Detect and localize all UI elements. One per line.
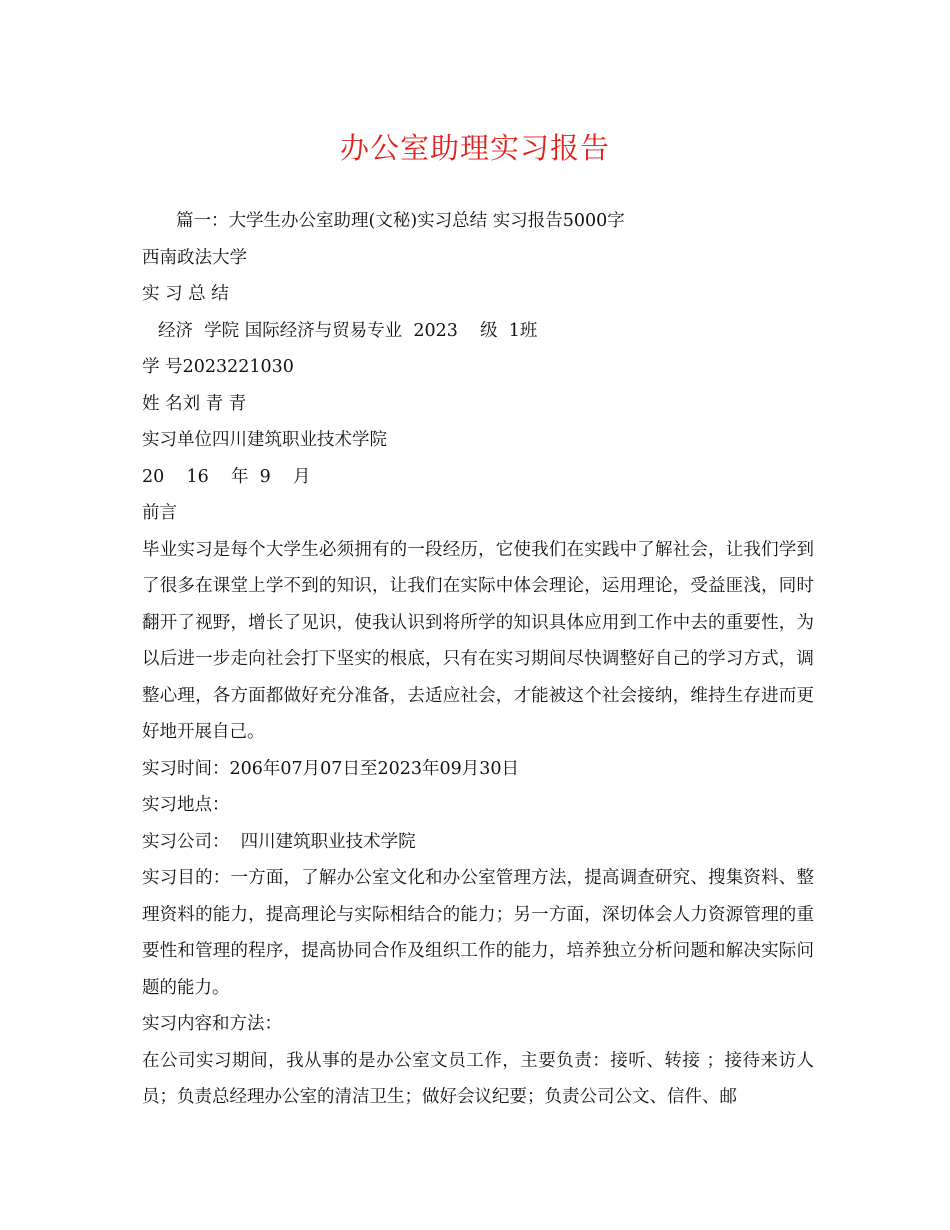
preface-paragraph: 毕业实习是每个大学生必须拥有的一段经历，它使我们在实践中了解社会，让我们学到了很多在课堂上学不到的知识，让我们在实际中体会理论，运用理论，受益匪浅，同时翻开了视野，增长了见识，使我认识到将所学的知识具体应用到工作中去的重要性，为以后进一步走向社会打下坚实的根底，只有在实习期间尽快调整好自己的学习方式，调整心理，各方面都做好充分准备，去适应社会，才能被这个社会接纳，维持生存进而更好地开展自己。 <box>142 539 814 742</box>
internship-location: 实习地点： <box>142 795 230 815</box>
college-major-class: 经济 学院 国际经济与贸易专业 2023 级 1班 <box>158 320 538 341</box>
preface-heading: 前言 <box>142 503 177 523</box>
document-title: 办公室助理实习报告 <box>339 131 610 165</box>
internship-purpose: 实习目的：一方面，了解办公室文化和办公室管理方法，提高调查研究、搜集资料、整理资料的能力，提高理论与实际相结合的能力；另一方面，深切体会人力资源管理的重要性和管理的程序，提高协同合作及组织工作的能力，培养独立分析问题和解决实际问题的能力。 <box>142 868 814 998</box>
internship-company: 实习公司： 四川建筑职业技术学院 <box>142 831 416 852</box>
document-body <box>142 203 814 1116</box>
content-method-heading: 实习内容和方法： <box>142 1014 282 1034</box>
internship-unit: 实习单位四川建筑职业技术学院 <box>142 430 387 450</box>
student-name: 姓 名刘 青 青 <box>142 393 247 414</box>
report-date: 20 16 年 9 月 <box>142 466 311 487</box>
report-type: 实 习 总 结 <box>142 284 229 304</box>
internship-time: 实习时间：206年07月07日至2023年09月30日 <box>142 758 520 779</box>
student-id: 学 号2023221030 <box>142 357 294 377</box>
university-name: 西南政法大学 <box>142 247 247 268</box>
section-heading: 篇一：大学生办公室助理(文秘)实习总结 实习报告5000字 <box>176 211 625 231</box>
content-method-paragraph: 在公司实习期间，我从事的是办公室文员工作，主要负责：接听、转接 ；接待来访人员；负责总经理办公室的清洁卫生；做好会议纪要；负责公司公文、信件、邮 <box>142 1050 814 1107</box>
